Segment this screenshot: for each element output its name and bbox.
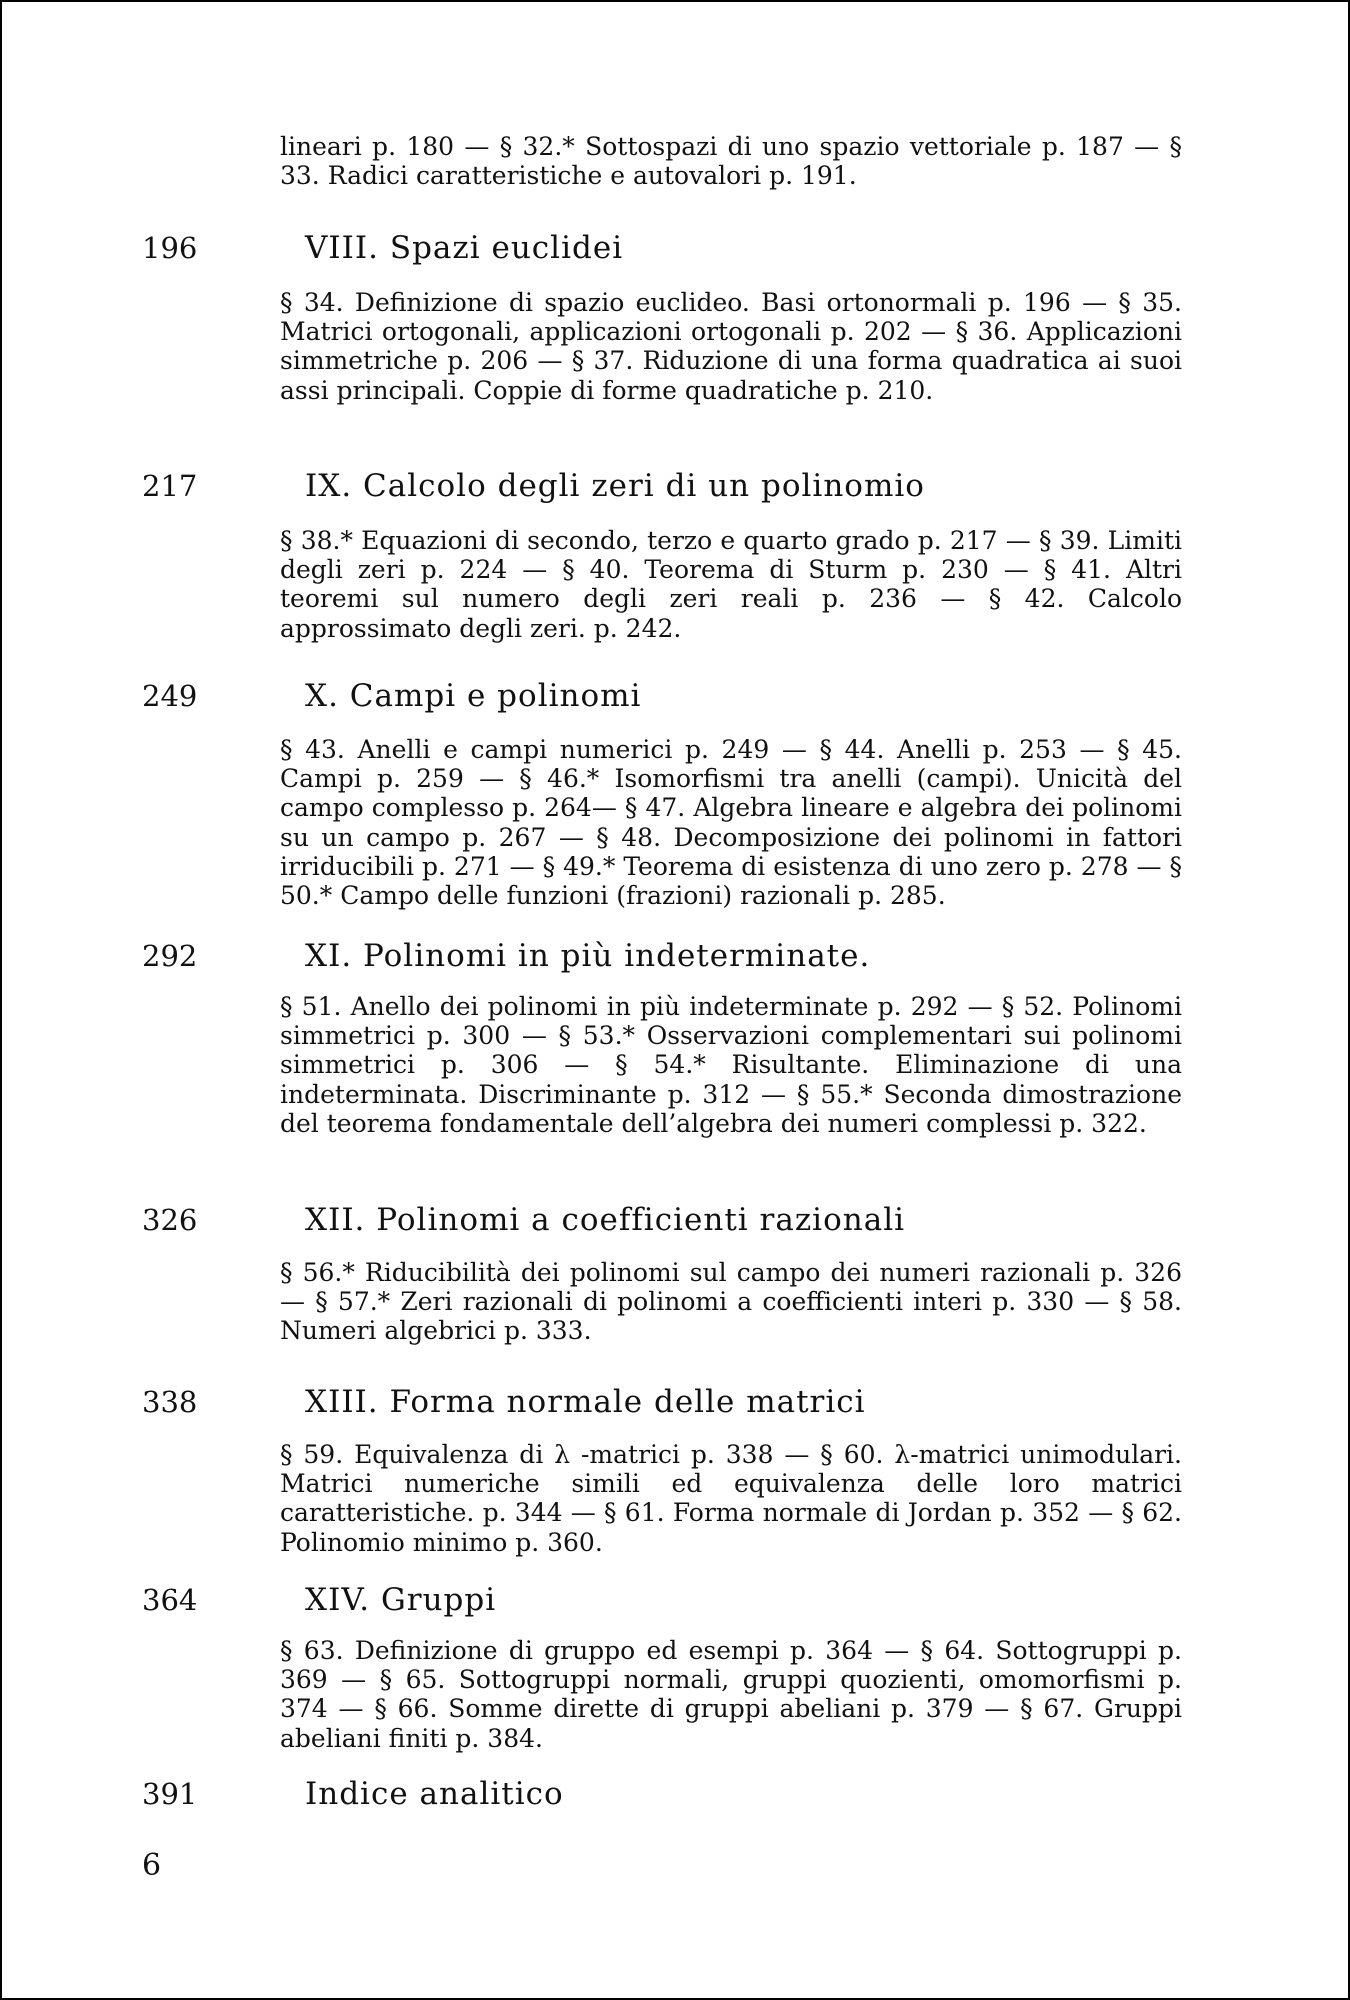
intro-paragraph: lineari p. 180 — § 32.* Sottospazi di uno spazio vettoriale p. 187 — § 33. Radici caratteristiche e autovalori p. 191. bbox=[280, 132, 1182, 190]
section-page-number: 391 bbox=[142, 1777, 198, 1811]
chapter-title: XII. Polinomi a coefficienti razionali bbox=[305, 1202, 906, 1238]
chapter-description: § 38.* Equazioni di secondo, terzo e quarto grado p. 217 — § 39. Limiti degli zeri p. 224 — § 40. Teorema di Sturm p. 230 — § 41. Altri teoremi sul numero degli zeri reali p. 236 — § 42. Calcolo approssimato degli zeri. p. 242. bbox=[280, 526, 1182, 643]
chapter-description: § 51. Anello dei polinomi in più indeterminate p. 292 — § 52. Polinomi simmetrici p. 300 — § 53.* Osservazioni complementari sui polinomi simmetrici p. 306 — § 54.* Risultante. Eliminazione di una indeterminata. Discriminante p. 312 — § 55.* Seconda dimostrazione del teorema fondamentale dell’algebra dei numeri complessi p. 322. bbox=[280, 992, 1182, 1138]
section-page-number: 249 bbox=[142, 679, 198, 713]
section-page-number: 338 bbox=[142, 1385, 198, 1419]
chapter-description: § 59. Equivalenza di λ -matrici p. 338 — § 60. λ-matrici unimodulari. Matrici numeriche simili ed equivalenza delle loro matrici caratteristiche. p. 344 — § 61. Forma normale di Jordan p. 352 — § 62. Polinomio minimo p. 360. bbox=[280, 1440, 1182, 1557]
section-page-number: 196 bbox=[142, 231, 198, 265]
chapter-description: § 63. Definizione di gruppo ed esempi p. 364 — § 64. Sottogruppi p. 369 — § 65. Sottogruppi normali, gruppi quozienti, omomorfismi p. 374 — § 66. Somme dirette di gruppi abeliani p. 379 — § 67. Gruppi abeliani finiti p. 384. bbox=[280, 1636, 1182, 1753]
chapter-title: X. Campi e polinomi bbox=[305, 678, 642, 714]
chapter-description: § 34. Definizione di spazio euclideo. Basi ortonormali p. 196 — § 35. Matrici ortogonali, applicazioni ortogonali p. 202 — § 36. Applicazioni simmetriche p. 206 — § 37. Riduzione di una forma quadratica ai suoi assi principali. Coppie di forme quadratiche p. 210. bbox=[280, 288, 1182, 405]
chapter-title: XI. Polinomi in più indeterminate. bbox=[305, 938, 871, 974]
section-page-number: 364 bbox=[142, 1583, 198, 1617]
chapter-title: VIII. Spazi euclidei bbox=[305, 230, 624, 266]
chapter-title: Indice analitico bbox=[305, 1776, 564, 1812]
section-page-number: 217 bbox=[142, 469, 198, 503]
chapter-title: XIV. Gruppi bbox=[305, 1582, 497, 1618]
chapter-title: XIII. Forma normale delle matrici bbox=[305, 1384, 866, 1420]
chapter-title: IX. Calcolo degli zeri di un polinomio bbox=[305, 468, 925, 504]
page-folio-number: 6 bbox=[142, 1848, 162, 1883]
chapter-description: § 43. Anelli e campi numerici p. 249 — § 44. Anelli p. 253 — § 45. Campi p. 259 — § 46.* Isomorfismi tra anelli (campi). Unicità del campo complesso p. 264— § 47. Algebra lineare e algebra dei polinomi su un campo p. 267 — § 48. Decomposizione dei polinomi in fattori irriducibili p. 271 — § 49.* Teorema di esistenza di uno zero p. 278 — § 50.* Campo delle funzioni (frazioni) razionali p. 285. bbox=[280, 735, 1182, 911]
chapter-description: § 56.* Riducibilità dei polinomi sul campo dei numeri razionali p. 326 — § 57.* Zeri razionali di polinomi a coefficienti interi p. 330 — § 58. Numeri algebrici p. 333. bbox=[280, 1258, 1182, 1346]
section-page-number: 326 bbox=[142, 1203, 198, 1237]
section-page-number: 292 bbox=[142, 939, 198, 973]
